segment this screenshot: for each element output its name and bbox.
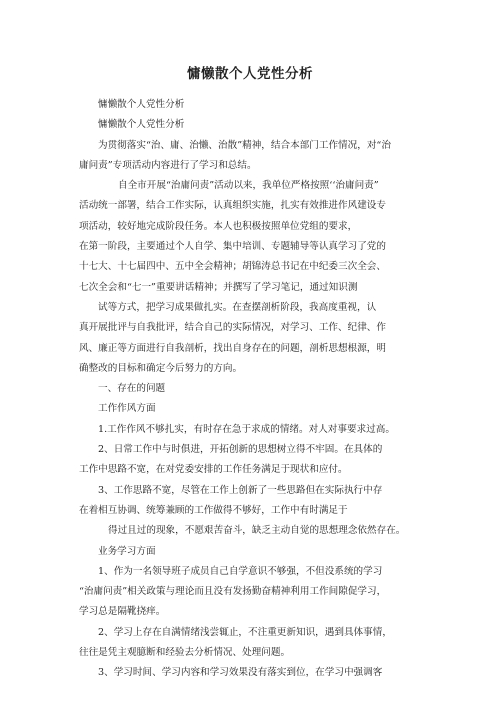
body-line: 工作作风方面 (98, 403, 156, 415)
document-title: 慵懒散个人党性分析 (187, 66, 313, 82)
body-line: 学习总是隔靴挠痒。 (79, 606, 166, 618)
body-line: 1、作为一名领导班子成员自己自学意识不够强，不但没系统的学习 (98, 565, 383, 577)
body-line: 慵懒散个人党性分析 (98, 99, 185, 110)
document-body (79, 95, 435, 684)
body-line: 在第一阶段，主要通过个人自学、集中培训、专题辅导等认真学习了党的 (79, 241, 386, 253)
body-line: 3、工作思路不宽，尽管在工作上创新了一些思路但在实际执行中存 (98, 484, 383, 496)
body-line: 1.工作作风不够扎实，有时存在急于求成的情绪。对人对事要求过高。 (98, 423, 395, 435)
body-line: 一、存在的问题 (98, 383, 166, 395)
body-line: “治庸问责”相关政策与理论而且没有发扬勤奋精神利用工作间隙促学习， (79, 586, 387, 598)
body-line: 七次全会和“七一”重要讲话精神；并撰写了学习笔记，通过知识测 (79, 281, 358, 293)
body-line: 试等方式，把学习成果做扎实。在查摆剖析阶段，我高度重视，认 (98, 301, 377, 313)
body-line: 3、学习时间、学习内容和学习效果没有落实到位，在学习中强调客 (98, 667, 383, 679)
body-line: 真开展批评与自我批评，结合自己的实际情况，对学习、工作、纪律、作 (79, 322, 386, 334)
body-line: 十七大、十七届四中、五中全会精神；胡锦涛总书记在中纪委三次全会、 (79, 261, 386, 273)
body-line: 2、学习上存在自满情绪浅尝辄止，不注重更新知识，遇到具体事情， (98, 626, 392, 638)
body-line: 活动统一部署，结合工作实际，认真组织实施，扎实有效推进作风建设专 (79, 200, 386, 212)
body-line: 往往是凭主观臆断和经验去分析情况、处理问题。 (79, 647, 291, 659)
body-line: 风、廉正等方面进行自我剖析，找出自身存在的问题，剖析思想根源，明 (79, 342, 386, 354)
body-line: 业务学习方面 (98, 545, 156, 557)
body-line: 为贯彻落实“治、庸、治懒、治散”精神，结合本部门工作情况，对“治 (98, 139, 391, 151)
body-line: 在着相互协调、统筹兼顾的工作做得不够好，工作中有时满足于 (79, 504, 348, 516)
body-line: 庸问责”专项活动内容进行了学习和总结。 (79, 159, 257, 171)
body-line: 确整改的目标和确定今后努力的方向。 (79, 362, 243, 374)
body-line: 得过且过的现象，不愿艰苦奋斗，缺乏主动自觉的思想理念依然存在。 (108, 525, 406, 537)
body-line: 自全市开展“治庸问责”活动以来，我单位严格按照‘‘治庸问责” (118, 180, 379, 192)
body-line: 项活动，较好地完成阶段任务。本人也积极按照单位党组的要求， (79, 220, 358, 232)
body-line: 工作中思路不宽，在对党委安排的工作任务满足于现状和应付。 (79, 464, 348, 476)
body-line: 慵懒散个人党性分析 (98, 119, 185, 131)
body-line: 2、日常工作中与时俱进，开拓创新的思想树立得不牢固。在具体的 (98, 444, 383, 456)
